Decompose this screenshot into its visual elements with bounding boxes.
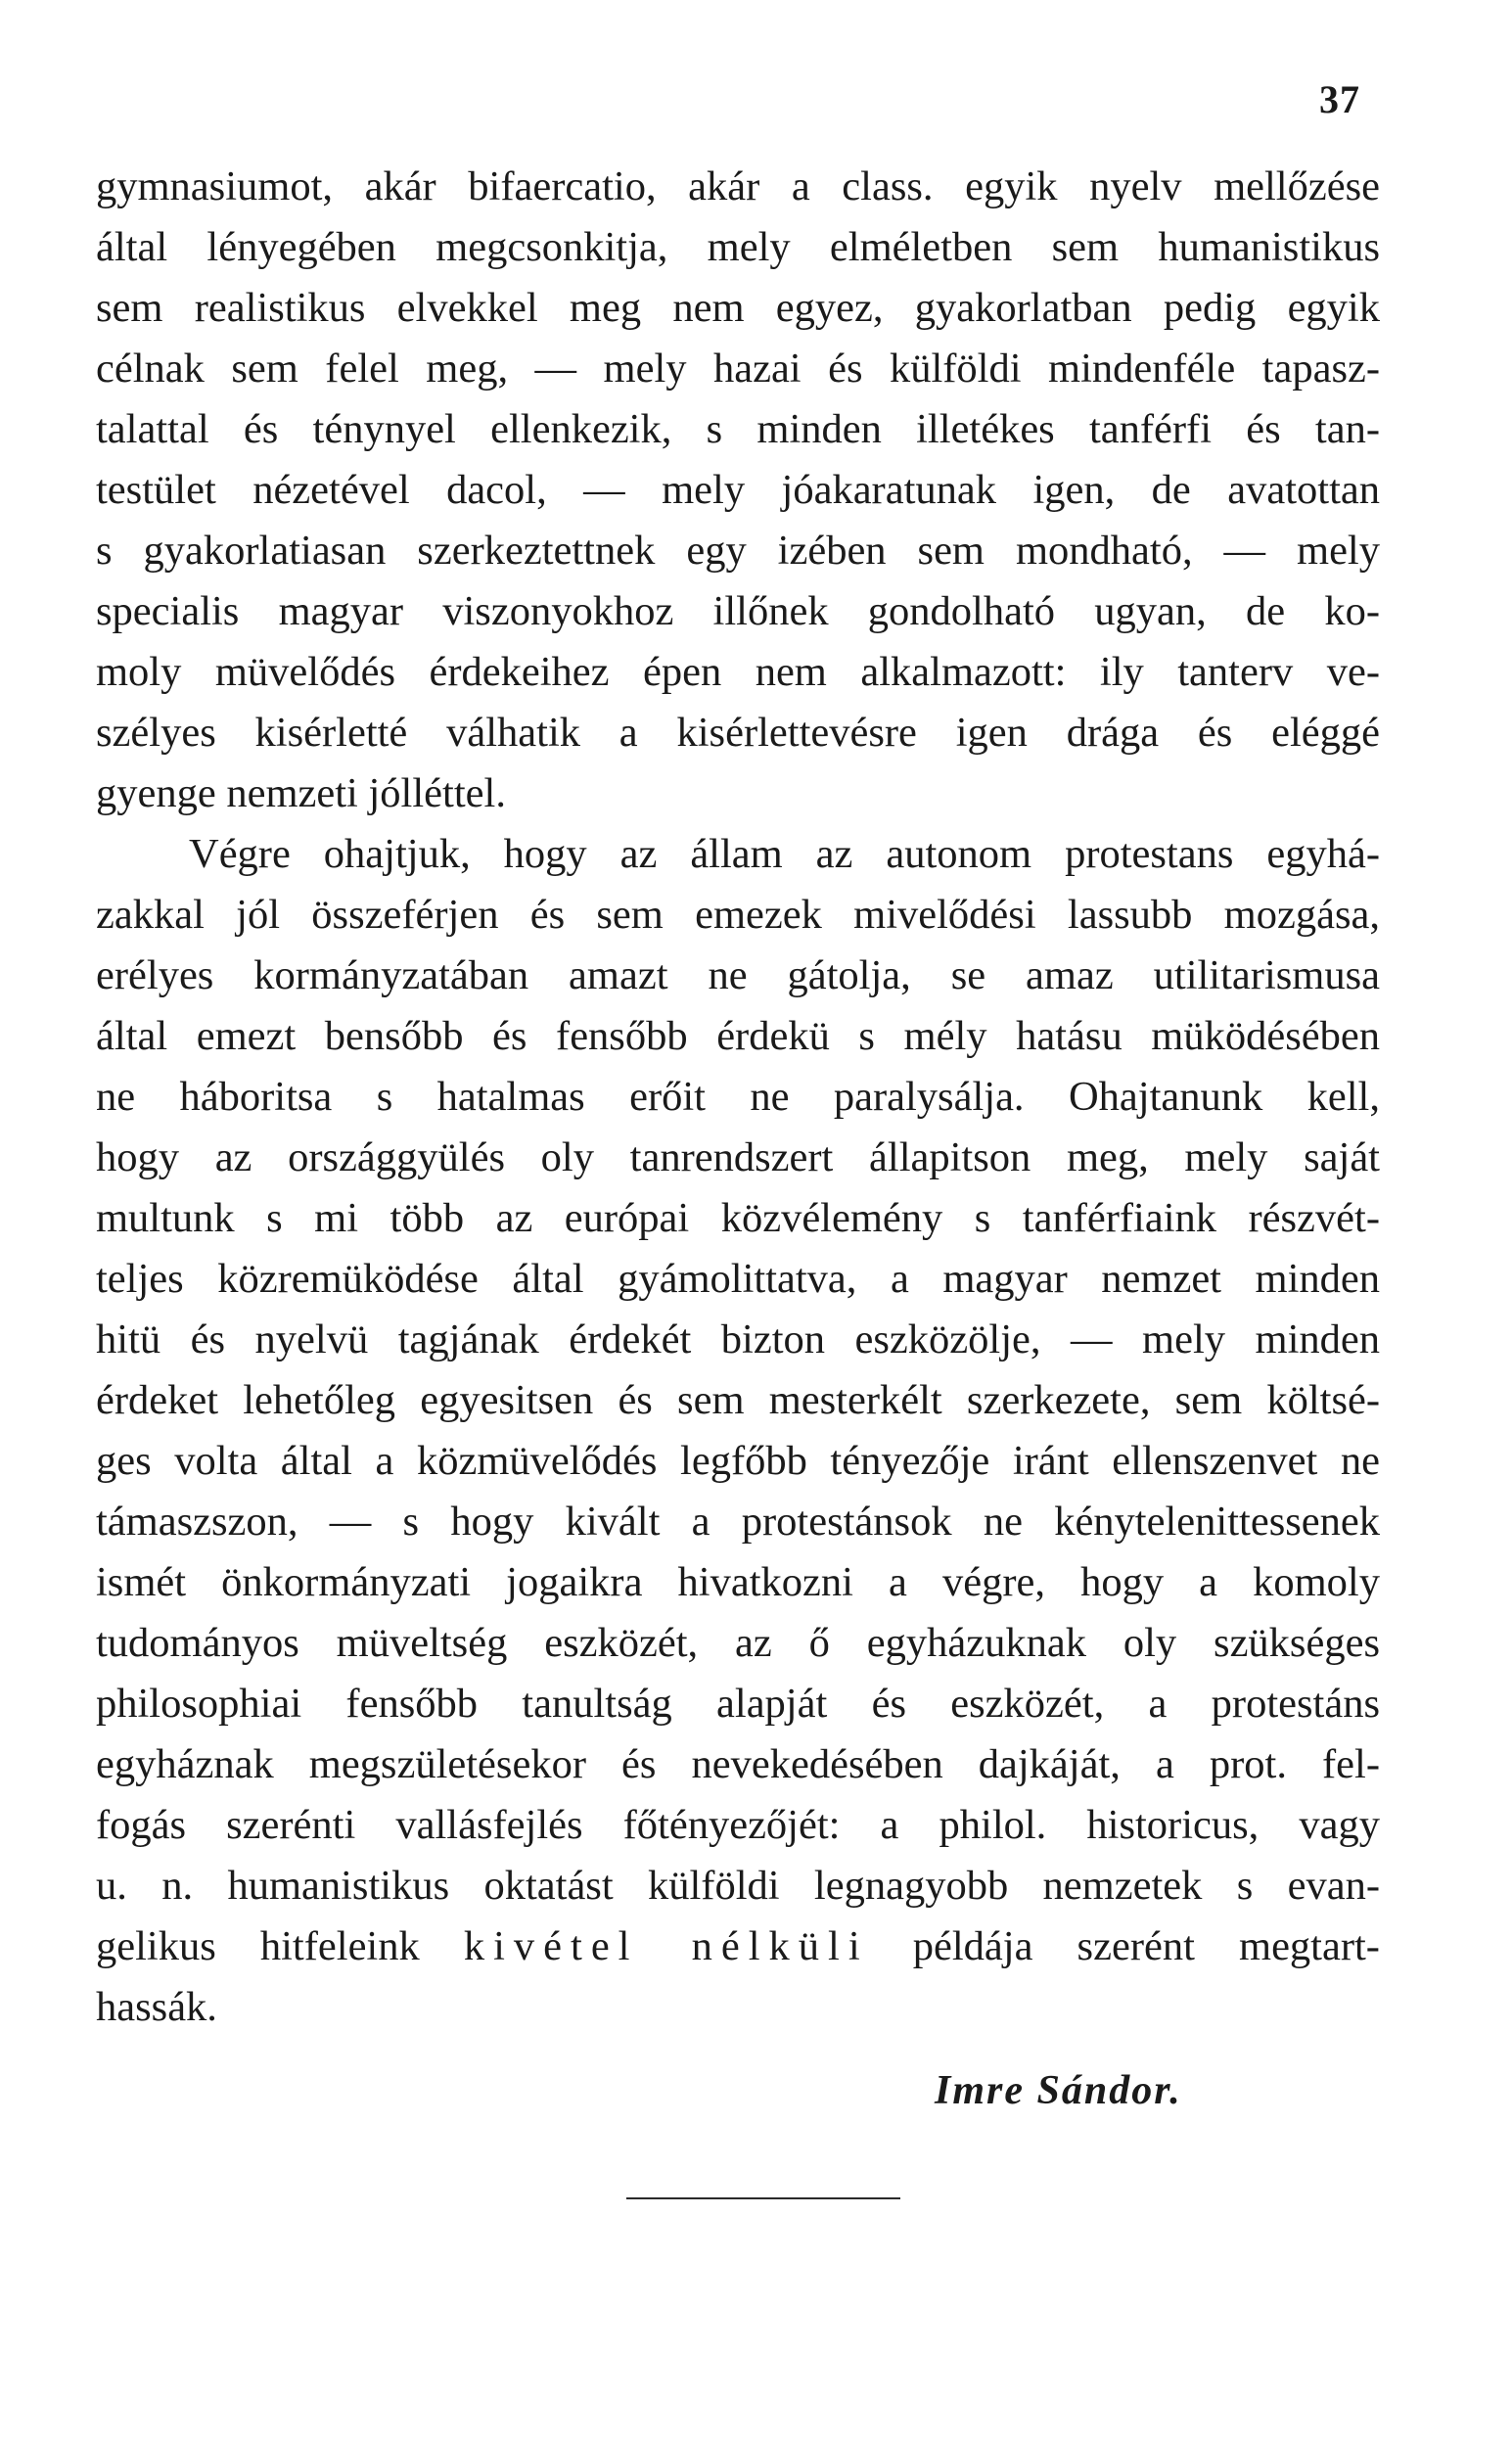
text-line: moly müvelődés érdekeihez épen nem alkalmazott: ily tanterv ve- <box>96 649 1380 695</box>
line-part-before: gelikus hitfeleink <box>96 1923 464 1969</box>
text-line: érdeket lehetőleg egyesitsen és sem mesterkélt szerkezete, sem költsé- <box>96 1377 1380 1423</box>
paragraph-end-line: gyenge nemzeti jólléttel. <box>96 770 506 816</box>
line-part-after: példája szerént megtart- <box>868 1923 1380 1969</box>
text-line: u. n. humanistikus oktatást külföldi legnagyobb nemzetek s evan- <box>96 1863 1380 1909</box>
text-line: által lényegében megcsonkitja, mely elméletben sem humanistikus <box>96 224 1380 270</box>
page-number: 37 <box>1319 77 1360 121</box>
text-line: támaszszon, — s hogy kivált a protestánsok ne kénytelenittessenek <box>96 1499 1380 1545</box>
body-text <box>96 157 1380 2038</box>
text-line: philosophiai fensőbb tanultság alapját és eszközét, a protestáns <box>96 1681 1380 1727</box>
text-line: által emezt bensőbb és fensőbb érdekü s mély hatásu müködésében <box>96 1013 1380 1059</box>
text-line: s gyakorlatiasan szerkeztettnek egy izében sem mondható, — mely <box>96 528 1380 574</box>
text-line: zakkal jól összeférjen és sem emezek mivelődési lassubb mozgása, <box>96 892 1380 938</box>
text-line: fogás szerénti vallásfejlés főtényezőjét: a philol. historicus, vagy <box>96 1802 1380 1848</box>
text-line: tudományos müveltség eszközét, az ő egyházuknak oly szükséges <box>96 1620 1380 1666</box>
author-signature: Imre Sándor. <box>935 2068 1182 2113</box>
paragraph-end-line: hassák. <box>96 1984 217 2030</box>
text-line: egyháznak megszületésekor és nevekedésében dajkáját, a prot. fel- <box>96 1741 1380 1787</box>
text-line: teljes közremüködése által gyámolittatva, a magyar nemzet minden <box>96 1256 1380 1302</box>
spaced-emphasis-text: kivétel nélküli <box>463 1923 869 1969</box>
text-line: talattal és ténynyel ellenkezik, s minden illetékes tanférfi és tan- <box>96 406 1380 452</box>
text-line: gymnasiumot, akár bifaercatio, akár a class. egyik nyelv mellőzése <box>96 163 1380 209</box>
text-line: célnak sem felel meg, — mely hazai és külföldi mindenféle tapasz- <box>96 346 1380 392</box>
text-line: specialis magyar viszonyokhoz illőnek gondolható ugyan, de ko- <box>96 588 1380 634</box>
text-line: testület nézetével dacol, — mely jóakaratunak igen, de avatottan <box>96 467 1380 513</box>
text-line: ne háboritsa s hatalmas erőit ne paralysálja. Ohajtanunk kell, <box>96 1074 1380 1120</box>
text-line: erélyes kormányzatában amazt ne gátolja, se amaz utilitarismusa <box>96 952 1380 998</box>
paragraph-start-line: Végre ohajtjuk, hogy az állam az autonom protestans egyhá- <box>189 831 1380 877</box>
text-line: ismét önkormányzati jogaikra hivatkozni a végre, hogy a komoly <box>96 1559 1380 1605</box>
text-line: szélyes kisérletté válhatik a kisérlettevésre igen drága és eléggé <box>96 710 1380 756</box>
text-line: multunk s mi több az európai közvélemény s tanférfiaink részvét- <box>96 1195 1380 1241</box>
text-line: hogy az országgyülés oly tanrendszert állapitson meg, mely saját <box>96 1134 1380 1180</box>
spaced-emphasis-line <box>96 1916 1380 1977</box>
text-line: hitü és nyelvü tagjának érdekét bizton eszközölje, — mely minden <box>96 1316 1380 1362</box>
closing-rule <box>626 2197 900 2199</box>
text-line: ges volta által a közmüvelődés legfőbb tényezője iránt ellenszenvet ne <box>96 1438 1380 1484</box>
text-line: sem realistikus elvekkel meg nem egyez, gyakorlatban pedig egyik <box>96 285 1380 331</box>
